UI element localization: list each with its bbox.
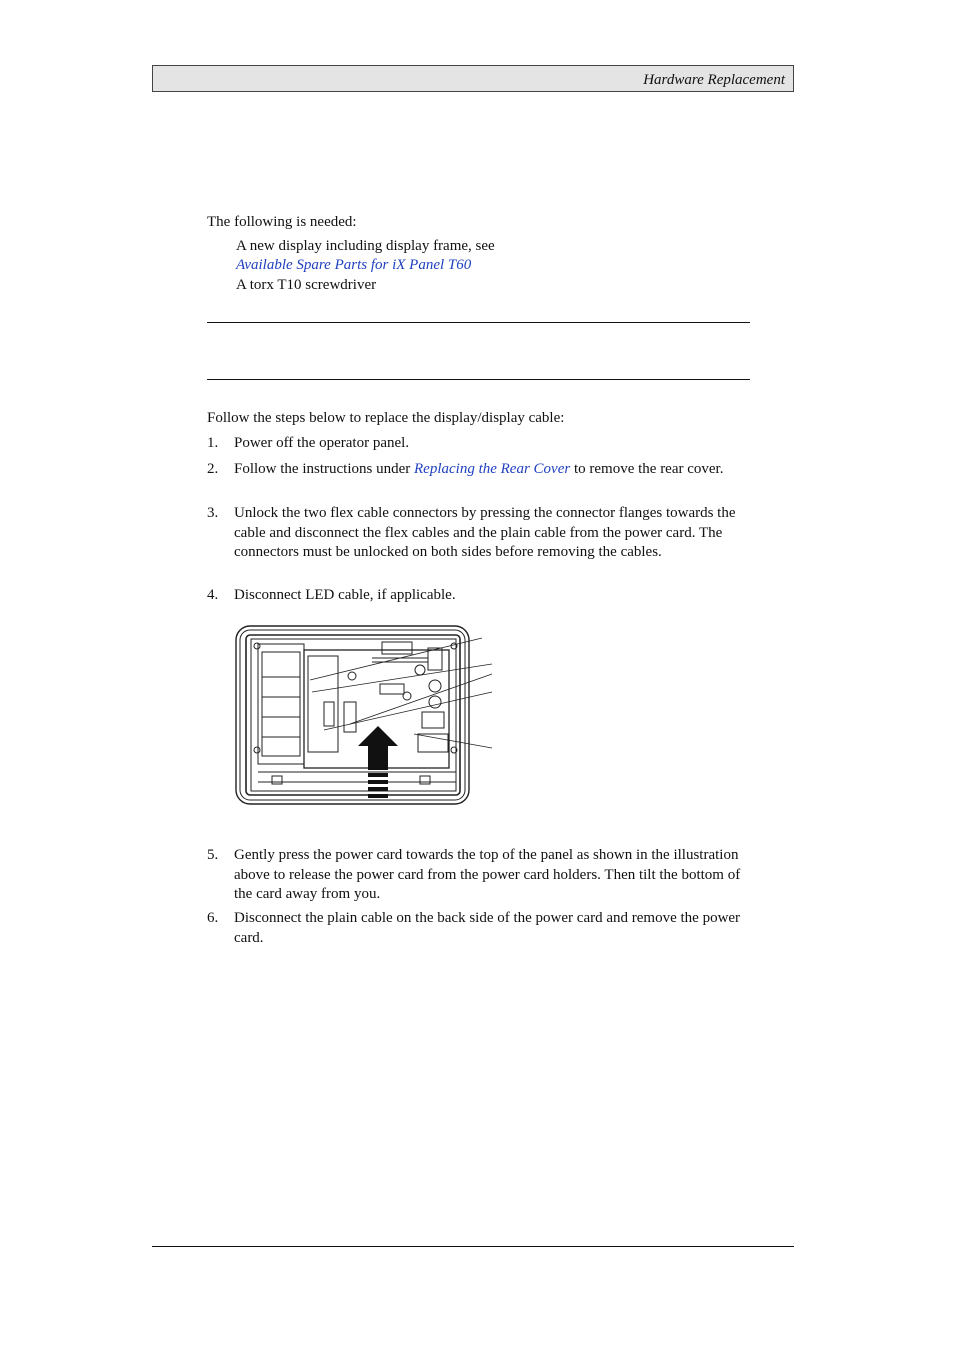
- step-text: Disconnect LED cable, if applicable.: [234, 587, 456, 603]
- step-number: 4.: [207, 587, 219, 603]
- needed-item-display: A new display including display frame, see: [236, 238, 495, 254]
- step-text-post: to remove the rear cover.: [570, 461, 724, 477]
- step-text: [234, 460, 752, 480]
- step-number: 3.: [207, 505, 219, 521]
- spare-parts-link[interactable]: Available Spare Parts for iX Panel T60: [236, 257, 472, 273]
- steps-intro: Follow the steps below to replace the display/display cable:: [207, 410, 565, 426]
- footer-rule: [152, 1246, 794, 1247]
- step-number: 2.: [207, 461, 219, 477]
- panel-rear-illustration: [232, 622, 494, 808]
- divider-top: [207, 322, 750, 323]
- needed-item-screwdriver: A torx T10 screwdriver: [236, 277, 377, 293]
- header-title: Hardware Replacement: [643, 72, 785, 88]
- step-text: Gently press the power card towards the top of the panel as shown in the illustration above to release the power card from the power card holders. Then tilt the bottom of the card away from you.: [234, 847, 741, 902]
- page-header: [152, 65, 794, 92]
- step-text-pre: Follow the instructions under: [234, 461, 414, 477]
- step-number: 6.: [207, 910, 219, 926]
- step-number: 5.: [207, 847, 219, 863]
- rear-cover-link[interactable]: Replacing the Rear Cover: [414, 461, 571, 477]
- up-arrow-icon: [358, 726, 398, 798]
- needed-intro: The following is needed:: [207, 214, 357, 230]
- step-number: 1.: [207, 435, 219, 451]
- step-text: Power off the operator panel.: [234, 435, 410, 451]
- step-text: Unlock the two flex cable connectors by pressing the connector flanges towards the cable and disconnect the flex cables and the plain cable from the power card. The connectors must be unlocked on both sides before removing the cables.: [234, 505, 736, 560]
- step-text: Disconnect the plain cable on the back side of the power card and remove the power card.: [234, 910, 741, 946]
- divider-bottom: [207, 379, 750, 380]
